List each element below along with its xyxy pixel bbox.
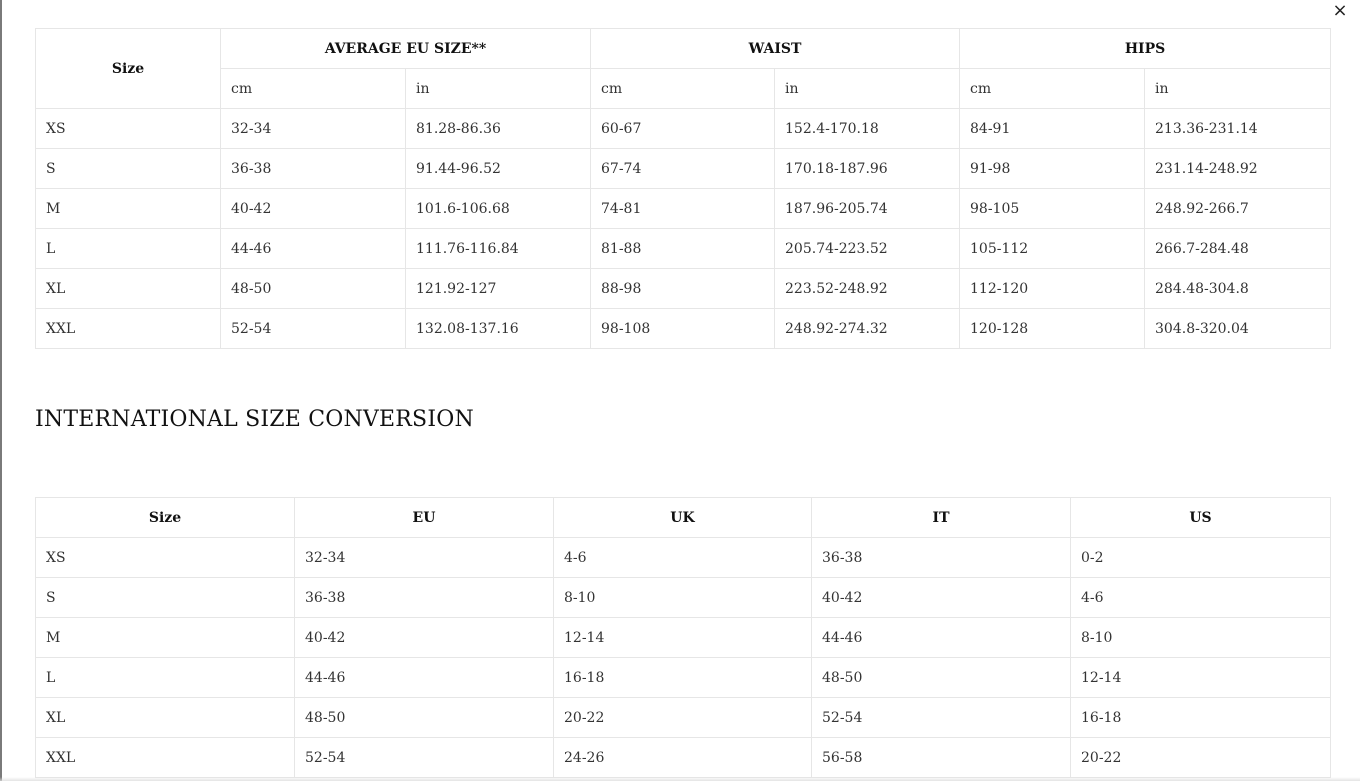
unit-header: in: [775, 69, 960, 109]
table-cell: 32-34: [295, 538, 554, 578]
table-cell: 223.52-248.92: [775, 269, 960, 309]
conversion-header-eu: EU: [295, 498, 554, 538]
table-cell: 81-88: [591, 229, 775, 269]
size-label-cell: XXL: [36, 309, 221, 349]
table-cell: 36-38: [221, 149, 406, 189]
conversion-header-uk: UK: [554, 498, 812, 538]
table-cell: 24-26: [554, 738, 812, 778]
international-size-conversion-title: INTERNATIONAL SIZE CONVERSION: [35, 407, 474, 432]
unit-header: cm: [591, 69, 775, 109]
size-conversion-table: [35, 497, 1331, 778]
table-cell: 231.14-248.92: [1145, 149, 1331, 189]
table-cell: 48-50: [295, 698, 554, 738]
table-cell: 8-10: [554, 578, 812, 618]
table-row: [36, 109, 1331, 149]
table-cell: 40-42: [295, 618, 554, 658]
table-cell: 40-42: [812, 578, 1071, 618]
table-cell: 304.8-320.04: [1145, 309, 1331, 349]
table-cell: 105-112: [960, 229, 1145, 269]
table-cell: 91-98: [960, 149, 1145, 189]
size-label-cell: S: [36, 149, 221, 189]
table-cell: 48-50: [812, 658, 1071, 698]
table-cell: 20-22: [554, 698, 812, 738]
modal-bottom-shadow: [0, 777, 1360, 781]
table-row: [36, 229, 1331, 269]
table-cell: 98-108: [591, 309, 775, 349]
waist-header: WAIST: [591, 29, 960, 69]
table-cell: 4-6: [1071, 578, 1331, 618]
table-cell: 44-46: [221, 229, 406, 269]
unit-header: cm: [221, 69, 406, 109]
unit-header: in: [406, 69, 591, 109]
table-row: [36, 269, 1331, 309]
modal-left-border: [0, 0, 2, 781]
table-cell: 88-98: [591, 269, 775, 309]
table-cell: 152.4-170.18: [775, 109, 960, 149]
table-cell: 52-54: [221, 309, 406, 349]
table-row: [36, 578, 1331, 618]
table-cell: 111.76-116.84: [406, 229, 591, 269]
table-cell: 132.08-137.16: [406, 309, 591, 349]
unit-header: in: [1145, 69, 1331, 109]
size-label-cell: L: [36, 658, 295, 698]
table-cell: 0-2: [1071, 538, 1331, 578]
table-cell: 213.36-231.14: [1145, 109, 1331, 149]
size-label-cell: M: [36, 618, 295, 658]
table-cell: 56-58: [812, 738, 1071, 778]
table-cell: 187.96-205.74: [775, 189, 960, 229]
table-cell: 60-67: [591, 109, 775, 149]
table-cell: 98-105: [960, 189, 1145, 229]
table-cell: 12-14: [554, 618, 812, 658]
table-cell: 205.74-223.52: [775, 229, 960, 269]
size-measurements-table: [35, 28, 1331, 349]
table-cell: 4-6: [554, 538, 812, 578]
size-label-cell: XXL: [36, 738, 295, 778]
table-cell: 81.28-86.36: [406, 109, 591, 149]
size-label-cell: XL: [36, 269, 221, 309]
table-cell: 67-74: [591, 149, 775, 189]
size-label-cell: L: [36, 229, 221, 269]
table-cell: 84-91: [960, 109, 1145, 149]
unit-header-row: [36, 69, 1331, 109]
table-cell: 266.7-284.48: [1145, 229, 1331, 269]
table-row: [36, 309, 1331, 349]
table-cell: 20-22: [1071, 738, 1331, 778]
table-cell: 52-54: [812, 698, 1071, 738]
table-cell: 74-81: [591, 189, 775, 229]
average-eu-size-header: AVERAGE EU SIZE**: [221, 29, 591, 69]
table-cell: 32-34: [221, 109, 406, 149]
size-column-header: Size: [36, 29, 221, 109]
table-cell: 44-46: [812, 618, 1071, 658]
table-cell: 248.92-266.7: [1145, 189, 1331, 229]
table-cell: 284.48-304.8: [1145, 269, 1331, 309]
unit-header: cm: [960, 69, 1145, 109]
size-label-cell: XL: [36, 698, 295, 738]
table-cell: 16-18: [1071, 698, 1331, 738]
size-label-cell: XS: [36, 538, 295, 578]
table-cell: 44-46: [295, 658, 554, 698]
table-cell: 112-120: [960, 269, 1145, 309]
table-cell: 248.92-274.32: [775, 309, 960, 349]
table-row: [36, 618, 1331, 658]
table-row: [36, 149, 1331, 189]
size-label-cell: S: [36, 578, 295, 618]
table-cell: 48-50: [221, 269, 406, 309]
table-row: [36, 538, 1331, 578]
table-cell: 170.18-187.96: [775, 149, 960, 189]
hips-header: HIPS: [960, 29, 1331, 69]
table-row: [36, 738, 1331, 778]
table-cell: 40-42: [221, 189, 406, 229]
size-label-cell: M: [36, 189, 221, 229]
size-label-cell: XS: [36, 109, 221, 149]
table-row: [36, 189, 1331, 229]
conversion-header-size: Size: [36, 498, 295, 538]
table-row: [36, 698, 1331, 738]
table-cell: 121.92-127: [406, 269, 591, 309]
close-icon[interactable]: ×: [1332, 0, 1348, 21]
table-cell: 52-54: [295, 738, 554, 778]
table-row: [36, 658, 1331, 698]
table-cell: 101.6-106.68: [406, 189, 591, 229]
table-cell: 91.44-96.52: [406, 149, 591, 189]
conversion-header-it: IT: [812, 498, 1071, 538]
table-cell: 12-14: [1071, 658, 1331, 698]
table-cell: 120-128: [960, 309, 1145, 349]
table-cell: 16-18: [554, 658, 812, 698]
table-cell: 8-10: [1071, 618, 1331, 658]
table-cell: 36-38: [295, 578, 554, 618]
table-cell: 36-38: [812, 538, 1071, 578]
conversion-header-us: US: [1071, 498, 1331, 538]
